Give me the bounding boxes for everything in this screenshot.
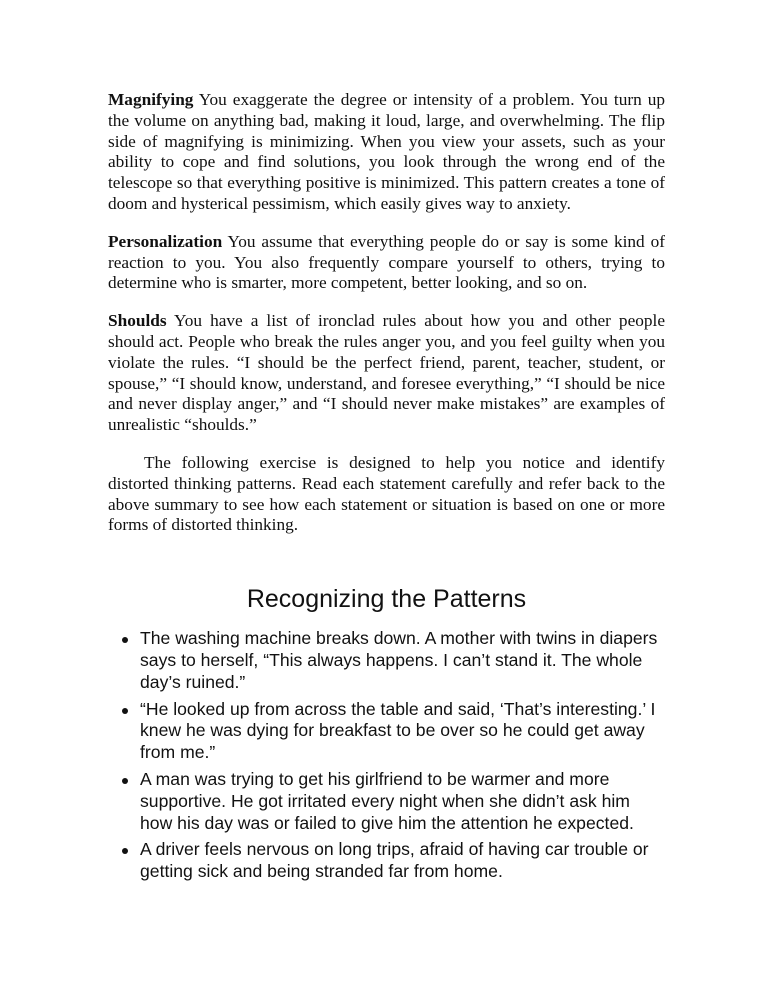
- list-item-text: “He looked up from across the table and said, ‘That’s interesting.’ I knew he was dying for breakfast to be over so he could get away from me.”: [140, 698, 656, 763]
- term-magnifying: Magnifying: [108, 90, 194, 109]
- definition-personalization: You assume that everything people do or say is some kind of reaction to you. You also frequently compare yourself to others, trying to determine who is smarter, more competent, better looking, and so on.: [108, 231, 665, 293]
- bullet-icon: [122, 637, 128, 643]
- paragraph-shoulds: [108, 311, 665, 436]
- paragraph-personalization: [108, 232, 665, 294]
- document-page: [108, 90, 665, 888]
- list-item: [108, 769, 665, 834]
- term-shoulds: Shoulds: [108, 311, 167, 331]
- definition-magnifying: You exaggerate the degree or intensity of a problem. You turn up the volume on anything bad, making it loud, large, and overwhelming. The flip side of magnifying is minimizing. When you view your assets, such as your ability to cope and find solutions, you look through the wrong end of the telescope so that everything positive is minimized. This pattern creates a tone of doom and hysterical pessimism, which easily gives way to anxiety.: [108, 90, 665, 213]
- bullet-list: [108, 628, 665, 883]
- list-item-text: A driver feels nervous on long trips, afraid of having car trouble or getting sick and being stranded far from home.: [140, 839, 649, 882]
- bullet-icon: [122, 848, 128, 854]
- bullet-icon: [122, 778, 128, 784]
- term-personalization: Personalization: [108, 231, 223, 251]
- bullet-icon: [122, 708, 128, 714]
- list-item: [108, 839, 665, 883]
- list-item-text: The washing machine breaks down. A mother with twins in diapers says to herself, “This always happens. I can’t stand it. The whole day’s ruined.”: [140, 628, 658, 692]
- section-heading: Recognizing the Patterns: [246, 585, 527, 614]
- paragraph-magnifying: [108, 90, 665, 215]
- exercise-intro: The following exercise is designed to help you notice and identify distorted thinking patterns. Read each statement carefully and refer back to the above summary to see how each statement or situation is based on one or more forms of distorted thinking.: [108, 452, 665, 535]
- list-item: [108, 628, 665, 693]
- list-item-text: A man was trying to get his girlfriend to be warmer and more supportive. He got irritated every night when she didn’t ask him how his day was or failed to give him the attention he expected.: [140, 768, 634, 833]
- definition-shoulds: You have a list of ironclad rules about how you and other people should act. People who break the rules anger you, and you feel guilty when you violate the rules. “I should be the perfect friend, parent, teacher, student, or spouse,” “I should know, understand, and foresee everything,” “I should be nice and never display anger,” and “I should never make mistakes” are examples of unrealistic “shoulds.”: [108, 311, 665, 435]
- list-item: [108, 699, 665, 764]
